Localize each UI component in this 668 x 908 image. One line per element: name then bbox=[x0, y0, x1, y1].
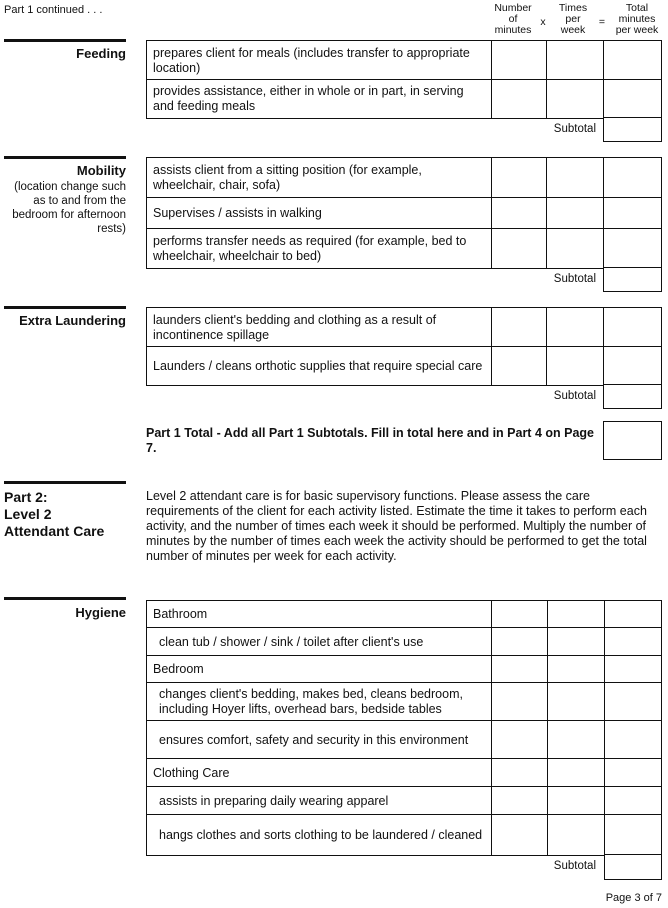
minutes-input[interactable] bbox=[491, 600, 549, 629]
total-input[interactable] bbox=[603, 79, 662, 119]
hygiene-subtotal-input[interactable] bbox=[604, 854, 662, 880]
minutes-input[interactable] bbox=[491, 655, 549, 684]
mobility-row-3: performs transfer needs as required (for example, bed to wheelchair, wheelchair to bed) bbox=[146, 228, 492, 269]
total-input[interactable] bbox=[604, 682, 662, 722]
minutes-input[interactable] bbox=[491, 79, 548, 119]
times-input[interactable] bbox=[546, 157, 605, 199]
section-rule bbox=[4, 156, 126, 159]
section-rule bbox=[4, 306, 126, 309]
mobility-row-1: assists client from a sitting position (for example, wheelchair, chair, sofa) bbox=[146, 157, 492, 199]
times-input[interactable] bbox=[546, 307, 605, 348]
total-input[interactable] bbox=[604, 655, 662, 684]
minutes-input[interactable] bbox=[491, 627, 549, 657]
hygiene-subheading-clothing: Clothing Care bbox=[146, 758, 492, 788]
col-header-total: Total minutes per week bbox=[615, 2, 659, 36]
col-header-minutes: Number of minutes bbox=[494, 2, 532, 36]
minutes-input[interactable] bbox=[491, 40, 548, 81]
total-input[interactable] bbox=[604, 786, 662, 816]
minutes-input[interactable] bbox=[491, 720, 549, 760]
times-input[interactable] bbox=[547, 814, 606, 856]
times-input[interactable] bbox=[546, 346, 605, 386]
mobility-label: Mobility bbox=[76, 163, 126, 178]
times-input[interactable] bbox=[546, 40, 605, 81]
mobility-row-2: Supervises / assists in walking bbox=[146, 197, 492, 230]
times-input[interactable] bbox=[547, 627, 606, 657]
total-input[interactable] bbox=[603, 197, 662, 230]
minutes-input[interactable] bbox=[491, 307, 548, 348]
subtotal-label: Subtotal bbox=[553, 860, 596, 872]
section-rule bbox=[4, 597, 126, 600]
mobility-sublabel: (location change such as to and from the bedroom for afternoon rests) bbox=[12, 181, 126, 235]
times-input[interactable] bbox=[547, 655, 606, 684]
page-number: Page 3 of 7 bbox=[605, 892, 662, 904]
part1-total-instruction: Part 1 Total - Add all Part 1 Subtotals. Fill in total here and in Part 4 on Page 7. bbox=[146, 426, 594, 455]
times-input[interactable] bbox=[547, 758, 606, 788]
minutes-input[interactable] bbox=[491, 197, 548, 230]
total-input[interactable] bbox=[604, 720, 662, 760]
part1-total-input[interactable] bbox=[603, 421, 662, 460]
total-input[interactable] bbox=[604, 627, 662, 657]
minutes-input[interactable] bbox=[491, 228, 548, 269]
hygiene-label: Hygiene bbox=[75, 605, 126, 620]
subtotal-label: Subtotal bbox=[553, 390, 596, 402]
times-input[interactable] bbox=[547, 786, 606, 816]
part2-heading: Part 2: Level 2 Attendant Care bbox=[4, 489, 105, 539]
laundering-subtotal-input[interactable] bbox=[603, 384, 662, 409]
minutes-input[interactable] bbox=[491, 786, 549, 816]
total-input[interactable] bbox=[603, 40, 662, 81]
total-input[interactable] bbox=[603, 346, 662, 386]
laundering-label: Extra Laundering bbox=[19, 313, 126, 328]
minutes-input[interactable] bbox=[491, 346, 548, 386]
hygiene-row: hangs clothes and sorts clothing to be laundered / cleaned bbox=[146, 814, 492, 856]
subtotal-label: Subtotal bbox=[553, 273, 596, 285]
hygiene-subheading-bathroom: Bathroom bbox=[146, 600, 492, 629]
times-input[interactable] bbox=[547, 720, 606, 760]
minutes-input[interactable] bbox=[491, 758, 549, 788]
mobility-subtotal-input[interactable] bbox=[603, 267, 662, 292]
hygiene-subheading-bedroom: Bedroom bbox=[146, 655, 492, 684]
hygiene-row: ensures comfort, safety and security in this environment bbox=[146, 720, 492, 760]
multiply-sign: x bbox=[540, 16, 546, 28]
total-input[interactable] bbox=[603, 228, 662, 269]
times-input[interactable] bbox=[547, 600, 606, 629]
col-header-times: Times per week bbox=[558, 2, 588, 36]
feeding-row-2: provides assistance, either in whole or in part, in serving and feeding meals bbox=[146, 79, 492, 119]
part2-description: Level 2 attendant care is for basic supervisory functions. Please assess the care requirements of the client for each activity listed. Estimate the time it takes to perform each activity, and the number of times each week it should be performed. Multiply the number of minutes by the number of times each week the activity should be performed to get the total number of minutes per week for each activity. bbox=[146, 489, 647, 563]
total-input[interactable] bbox=[604, 600, 662, 629]
hygiene-row: changes client's bedding, makes bed, cleans bedroom, including Hoyer lifts, overhead bars, bedside tables bbox=[146, 682, 492, 722]
continued-label: Part 1 continued . . . bbox=[4, 4, 103, 16]
minutes-input[interactable] bbox=[491, 682, 549, 722]
feeding-label: Feeding bbox=[76, 46, 126, 61]
minutes-input[interactable] bbox=[491, 814, 549, 856]
total-input[interactable] bbox=[604, 758, 662, 788]
laundering-row-2: Launders / cleans orthotic supplies that require special care bbox=[146, 346, 492, 386]
section-rule bbox=[4, 481, 126, 484]
minutes-input[interactable] bbox=[491, 157, 548, 199]
total-input[interactable] bbox=[604, 814, 662, 856]
total-input[interactable] bbox=[603, 307, 662, 348]
total-input[interactable] bbox=[603, 157, 662, 199]
laundering-row-1: launders client's bedding and clothing as a result of incontinence spillage bbox=[146, 307, 492, 348]
hygiene-row: assists in preparing daily wearing apparel bbox=[146, 786, 492, 816]
times-input[interactable] bbox=[546, 197, 605, 230]
section-rule bbox=[4, 39, 126, 42]
feeding-row-1: prepares client for meals (includes transfer to appropriate location) bbox=[146, 40, 492, 81]
hygiene-row: clean tub / shower / sink / toilet after client's use bbox=[146, 627, 492, 657]
subtotal-label: Subtotal bbox=[553, 123, 596, 135]
times-input[interactable] bbox=[546, 79, 605, 119]
times-input[interactable] bbox=[546, 228, 605, 269]
feeding-subtotal-input[interactable] bbox=[603, 117, 662, 142]
equals-sign: = bbox=[598, 16, 606, 28]
times-input[interactable] bbox=[547, 682, 606, 722]
